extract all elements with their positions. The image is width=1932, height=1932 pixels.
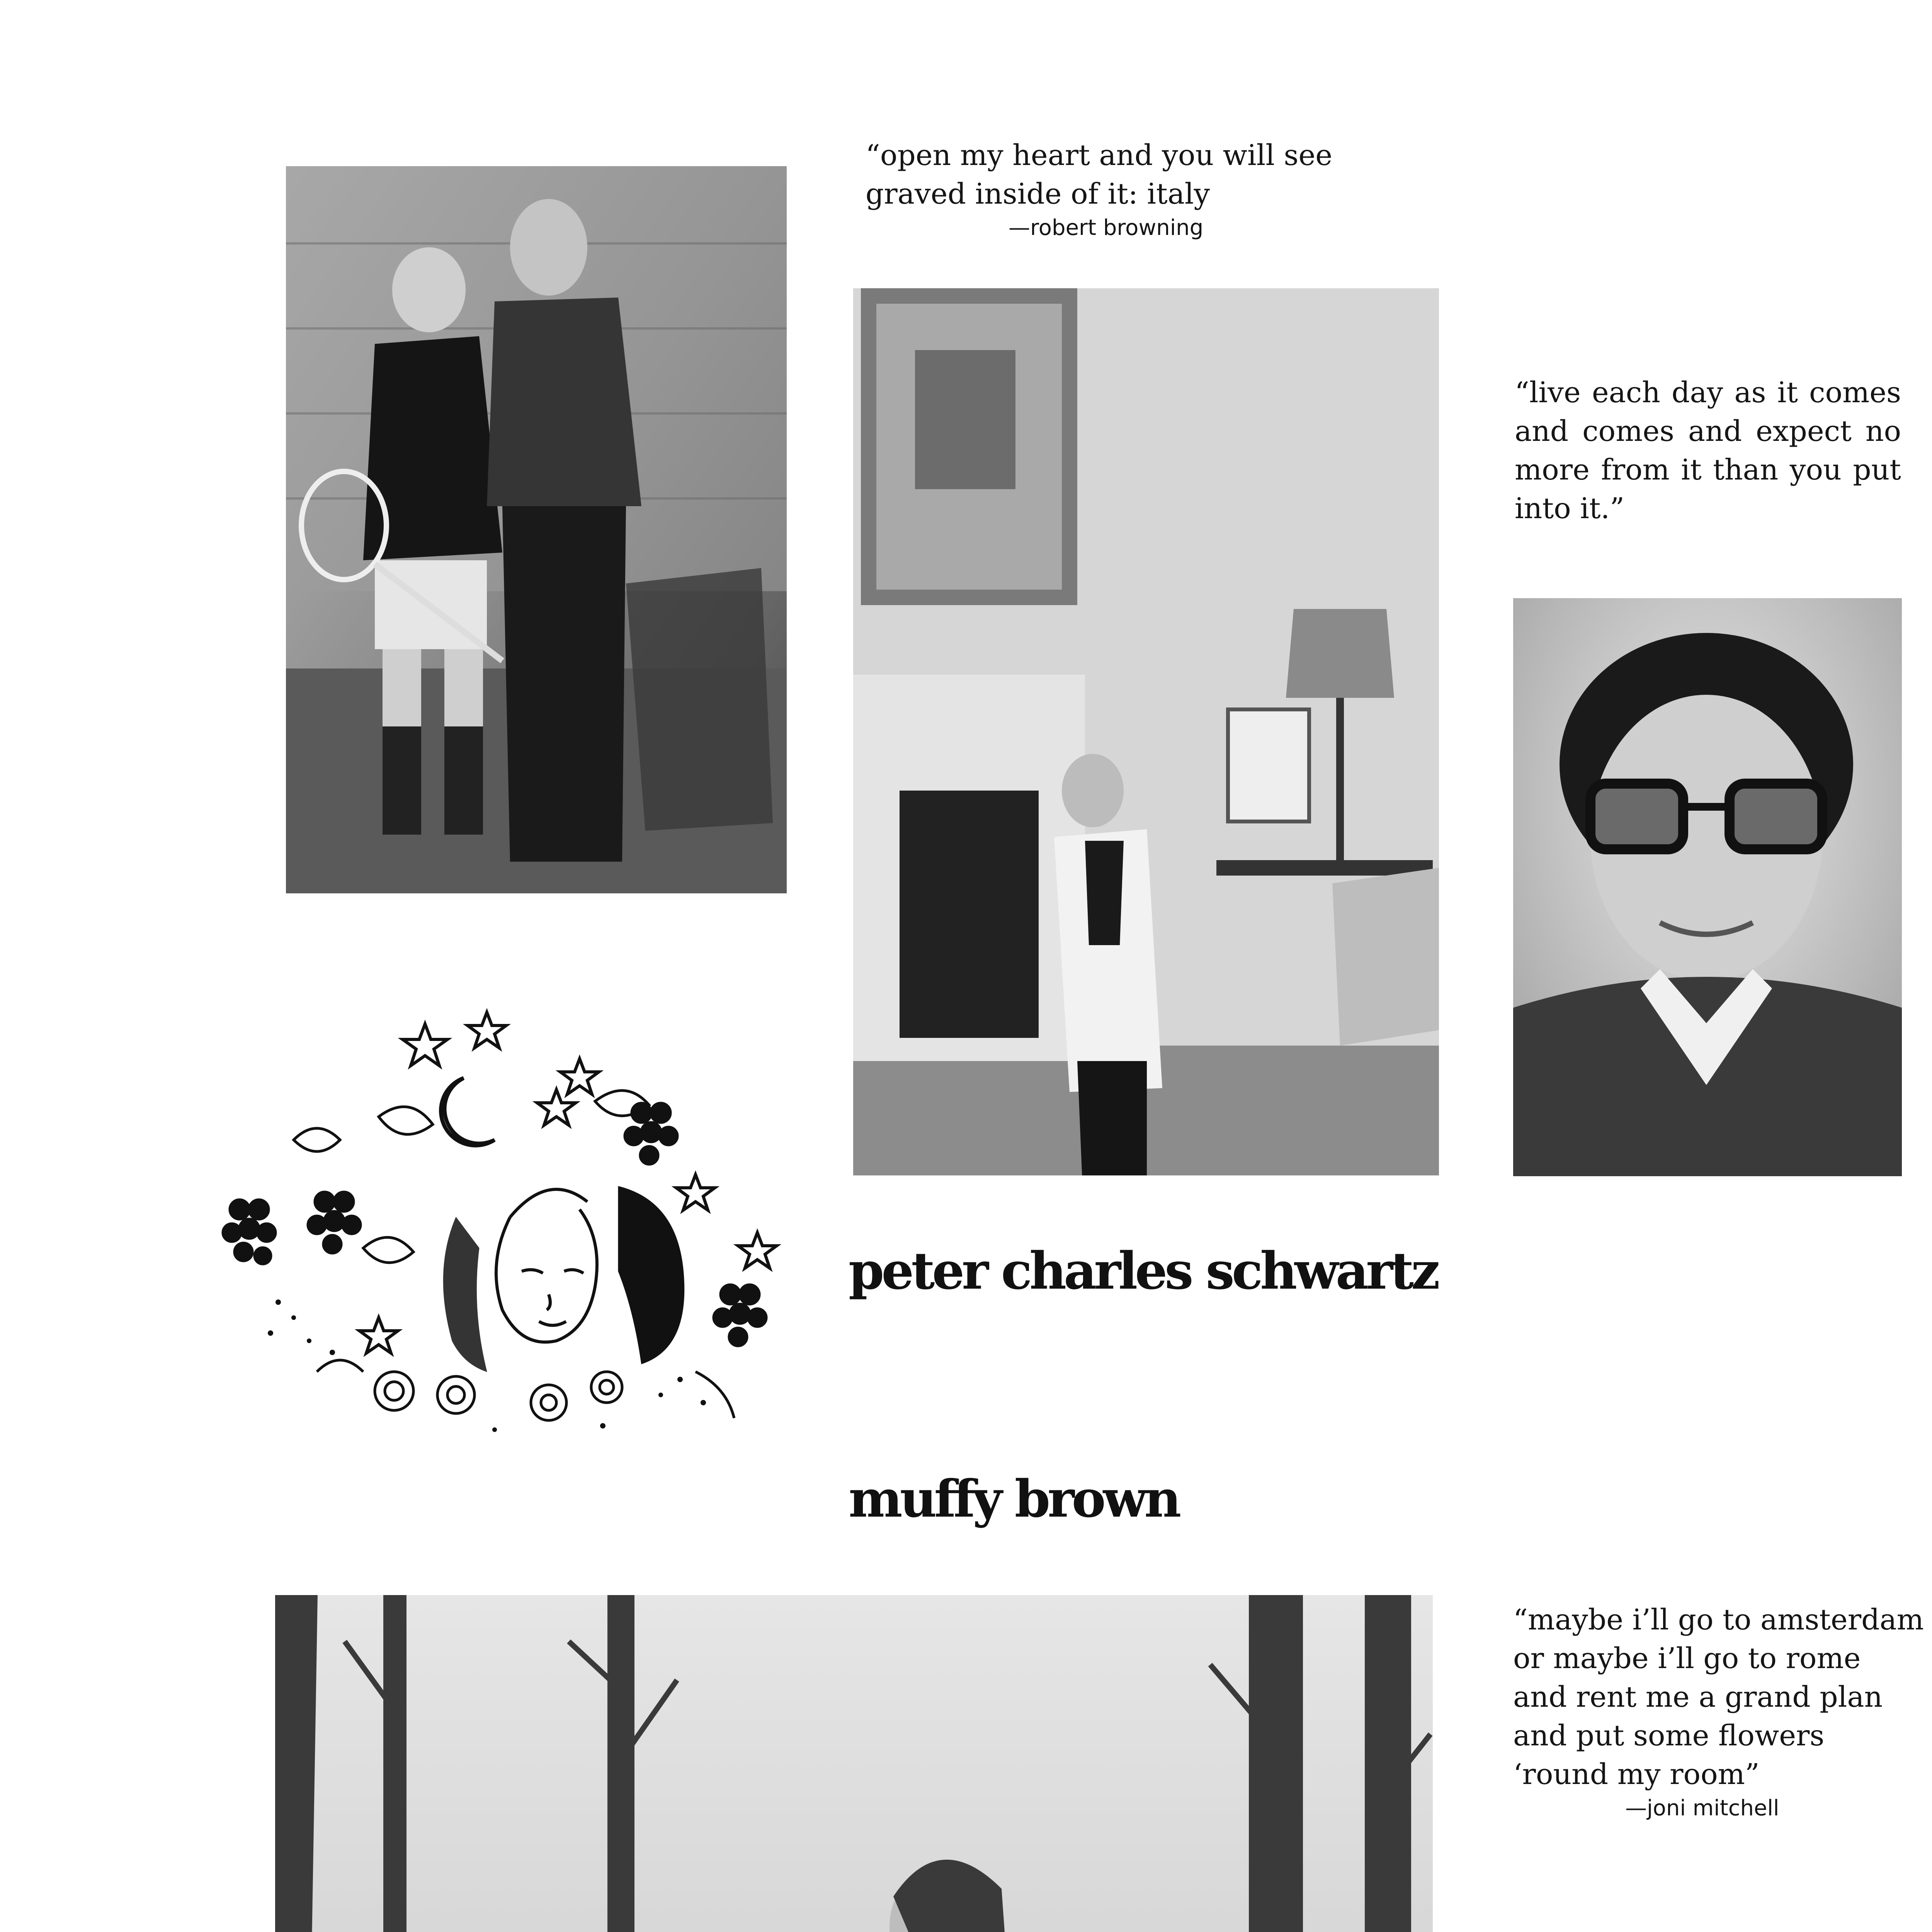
quote-line: and rent me a grand plan xyxy=(1513,1680,1883,1714)
quote-line: “open my heart and you will see xyxy=(866,139,1333,172)
quote-line: into it.” xyxy=(1515,492,1624,525)
quote-line: “maybe i’ll go to amsterdam xyxy=(1513,1603,1924,1636)
girl-with-dog-photo xyxy=(275,1595,1433,1932)
student-name-peter: peter charles schwartz xyxy=(849,1241,1437,1301)
quote-line: and comes and expect no xyxy=(1515,415,1901,448)
portrait-photo xyxy=(1513,598,1902,1176)
student-name-muffy: muffy brown xyxy=(849,1469,1179,1529)
browning-quote xyxy=(866,136,1332,243)
quote-line: and put some flowers xyxy=(1513,1719,1825,1752)
tuxedo-fireplace-photo xyxy=(853,288,1439,1175)
grape-cluster xyxy=(222,1199,277,1265)
tennis-couple-photo xyxy=(286,166,787,893)
grape-cluster xyxy=(307,1191,362,1254)
quote-line: more from it than you put xyxy=(1515,453,1901,486)
grape-cluster xyxy=(624,1102,679,1165)
mitchell-quote xyxy=(1513,1600,1924,1823)
quote-line: or maybe i’ll go to rome xyxy=(1513,1642,1861,1675)
live-each-day-quote xyxy=(1515,373,1901,528)
grape-cluster xyxy=(713,1284,767,1347)
quote-attribution: —joni mitchell xyxy=(1625,1796,1779,1821)
quote-line: graved inside of it: italy xyxy=(866,177,1210,211)
floral-ornament-illustration xyxy=(216,1001,800,1464)
quote-attribution: —robert browning xyxy=(1009,215,1204,240)
quote-line: ‘round my room” xyxy=(1513,1758,1760,1791)
quote-line: “live each day as it comes xyxy=(1515,376,1901,409)
